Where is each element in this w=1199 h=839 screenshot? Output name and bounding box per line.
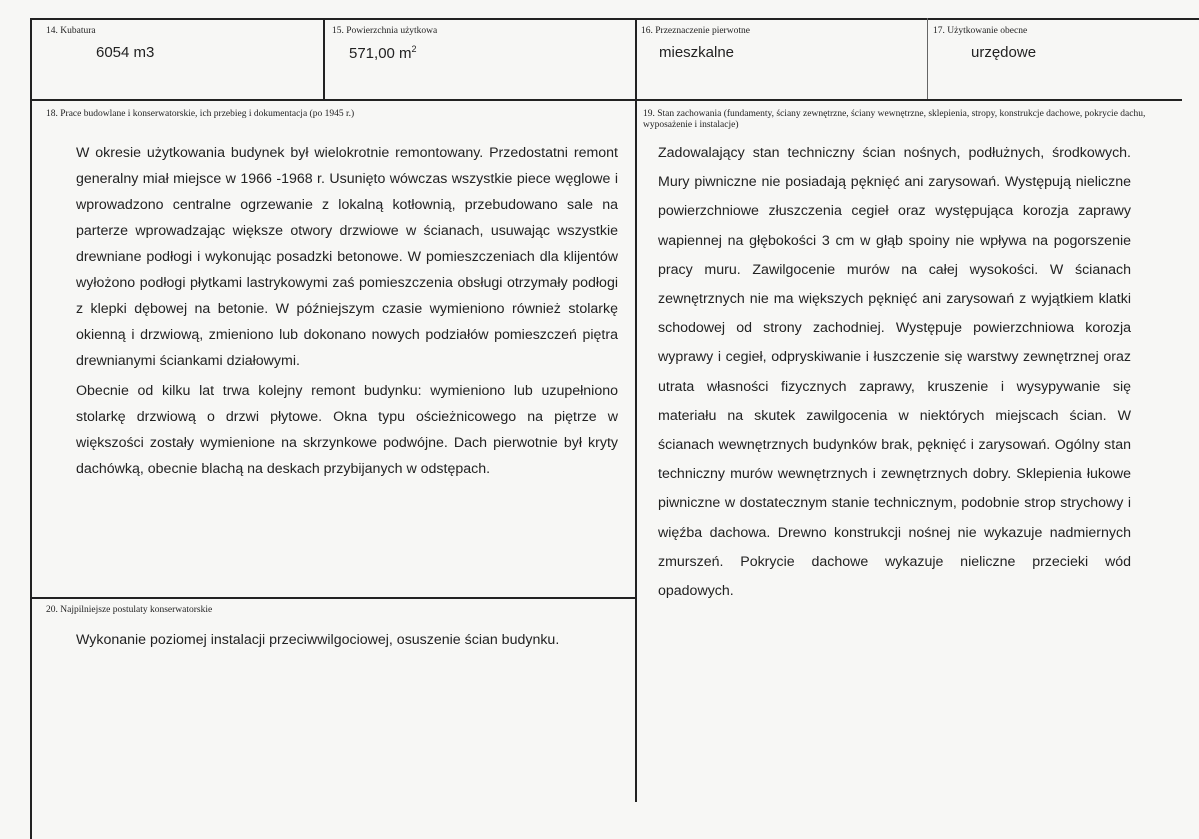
section-18-text [76, 140, 618, 482]
center-divider [635, 18, 637, 802]
section-20-text [76, 628, 616, 652]
top-border [30, 18, 1199, 20]
field-16-label: 16. Przeznaczenie pierwotne [641, 26, 750, 36]
section-19-paragraph-1: Zadowalający stan techniczny ścian nośnych, podłużnych, środkowych. Mury piwniczne nie posiadają pęknięć ani zarysowań. Występują nieliczne powierzchniowe złuszczenia cegieł oraz występująca korozja zaprawy wapiennej na głębokości 3 cm w głąb spoiny nie wpływa na pogorszenie pracy muru. Zawilgocenie murów na całej wysokości. W ścianach zewnętrznych nie ma większych pęknięć ani zarysowań z wyjątkiem klatki schodowej od strony zachodniej. Występuje powierzchniowa korozja wyprawy i cegieł, odpryskiwanie i łuszczenie się warstwy zewnętrznej oraz utrata własności fizycznych zaprawy, kruszenie i wysypywanie się materiału na skutek zawilgocenia w niektórych miejscach ścian. W ścianach wewnętrznych budynków brak, pęknięć i zarysowań. Ogólny stan techniczny murów wewnętrznych i zewnętrznych dobry. Sklepienia łukowe piwniczne w dostatecznym stanie technicznym, podobnie strop strychowy i więźba dachowa. Drewno konstrukcji nośnej nie wykazuje nadmiernych zmurszeń. Pokrycie dachowe wykazuje nieliczne przecieki wód opadowych. [658, 145, 1131, 600]
section-18-paragraph-1: W okresie użytkowania budynek był wielokrotnie remontowany. Przedostatni remont generalny miał miejsce w 1966 -1968 r. Usunięto wówczas wszystkie piece węglowe i wprowadzono centralne ogrzewanie z lokalną kotłownią, przebudowano sale na parterze wprowadzając większe otwory drzwiowe w ścianach, usuwając wszystkie drewniane podłogi i wykonując posadzki betonowe. W pomieszczeniach dla klijentów wyłożono podłogi płytkami lastrykowymi zaś pomieszczenia obsługi otrzymały podłogi z klepki dębowej na betonie. W późniejszym czasie wymieniono również stolarkę okienną i drzwiową, zmieniono lub dokonano nowych podziałów pomieszczeń piętra drewnianymi ściankami działowymi. [76, 145, 618, 369]
field-14-value: 6054 m3 [96, 44, 155, 61]
row-divider [30, 99, 1182, 101]
field-14-label: 14. Kubatura [46, 26, 96, 36]
section-19-label: 19. Stan zachowania (fundamenty, ściany zewnętrzne, ściany wewnętrzne, sklepienia, stropy, konstrukcje dachowe, pokrycie dachu, wyposażenie i instalacje) [643, 109, 1146, 130]
field-16-value: mieszkalne [659, 44, 735, 61]
field-15-unit-exponent: 2 [411, 44, 417, 54]
section-18-paragraph-2: Obecnie od kilku lat trwa kolejny remont budynku: wymieniono lub uzupełniono stolarkę drzwiową o drzwi płytowe. Okna typu ościeżnicowego na piętrze w większości zostały wymienione na skrzynkowe podwójne. Dach pierwotnie był kryty dachówką, obecnie blachą na deskach przybijanych w odstępach. [76, 383, 618, 477]
section-20-divider [30, 597, 636, 599]
divider-14-15 [323, 18, 325, 100]
section-19-text [658, 139, 1131, 606]
field-15-value [349, 44, 417, 62]
section-20-paragraph-1: Wykonanie poziomej instalacji przeciwwilgociowej, osuszenie ścian budynku. [76, 632, 560, 648]
field-15-number: 571,00 m [349, 45, 412, 62]
section-20-label: 20. Najpilniejsze postulaty konserwatorskie [46, 605, 213, 615]
field-15-label: 15. Powierzchnia użytkowa [332, 26, 438, 36]
field-17-label: 17. Użytkowanie obecne [933, 26, 1028, 36]
section-18-label: 18. Prace budowlane i konserwatorskie, ich przebieg i dokumentacja (po 1945 r.) [46, 109, 355, 119]
left-border [30, 18, 32, 839]
field-17-value: urzędowe [971, 44, 1037, 61]
divider-16-17 [927, 18, 928, 100]
